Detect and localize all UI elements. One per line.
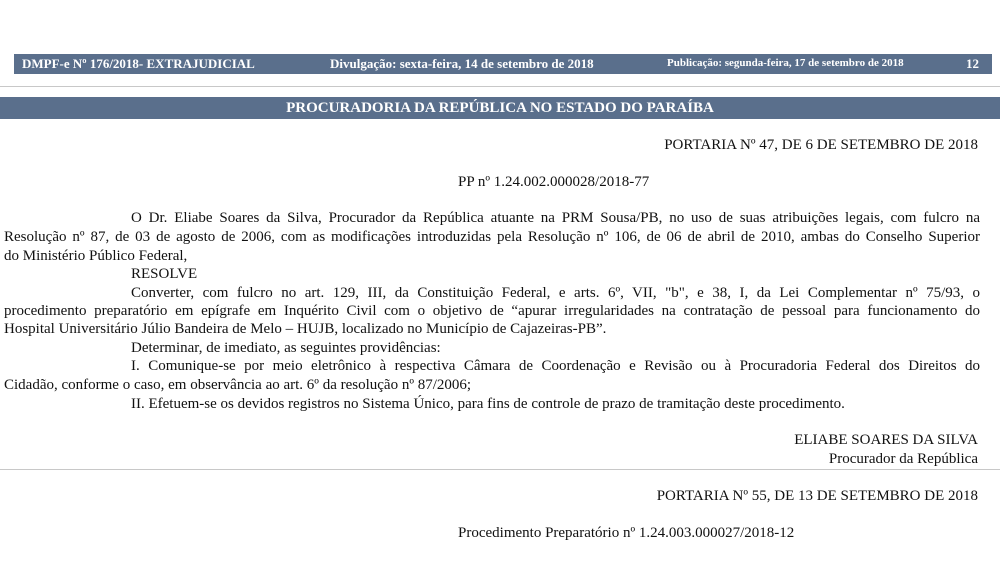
portaria-title: PORTARIA Nº 55, DE 13 DE SETEMBRO DE 2018	[656, 488, 978, 504]
paragraph-line: Cidadão, conforme o caso, em observância ao art. 6º da resolução nº 87/2006;	[4, 377, 472, 393]
divider	[0, 86, 1000, 87]
signer-name: ELIABE SOARES DA SILVA	[794, 432, 978, 448]
paragraph-line: II. Efetuem-se os devidos registros no Sistema Único, para fins de controle de prazo de tramitação deste procedimento.	[131, 396, 845, 412]
divulgacao-date: Divulgação: sexta-feira, 14 de setembro de 2018	[330, 56, 594, 71]
paragraph-line: I. Comunique-se por meio eletrônico à respectiva Câmara de Coordenação e Revisão ou à Procuradoria Federal dos Direitos do	[131, 358, 980, 374]
section-heading: PROCURADORIA DA REPÚBLICA NO ESTADO DO PARAÍBA	[0, 97, 1000, 119]
edition-label: DMPF-e Nº 176/2018- EXTRAJUDICIAL	[22, 56, 255, 71]
paragraph-line: Determinar, de imediato, as seguintes providências:	[131, 340, 441, 356]
publicacao-date: Publicação: segunda-feira, 17 de setembro de 2018	[667, 57, 904, 69]
paragraph-line: do Ministério Público Federal,	[4, 248, 188, 264]
paragraph-line: Converter, com fulcro no art. 129, III, da Constituição Federal, e arts. 6º, VII, "b", e 38, I, da Lei Complementar nº 75/93, o	[131, 285, 980, 301]
paragraph-line: Hospital Universitário Júlio Bandeira de Melo – HUJB, localizado no Município de Cajazeiras-PB”.	[4, 321, 607, 337]
signer-role: Procurador da República	[828, 451, 978, 467]
divider	[0, 469, 1000, 470]
paragraph-line: Resolução nº 87, de 03 de agosto de 2006, com as modificações introduzidas pela Resolução nº 106, de 06 de abril de 2010, ambas do Conselho Superior	[4, 229, 980, 245]
paragraph-line: procedimento preparatório em epígrafe em Inquérito Civil com o objetivo de “apurar irregularidades na contratação de pessoal para funcionamento do	[4, 303, 980, 319]
page-number: 12	[966, 56, 979, 71]
journal-header-bar	[14, 54, 992, 74]
paragraph-line: O Dr. Eliabe Soares da Silva, Procurador da República atuante na PRM Sousa/PB, no uso de suas atribuições legais, com fulcro na	[131, 210, 980, 226]
pp-number: PP nº 1.24.002.000028/2018-77	[458, 174, 650, 190]
resolve-heading: RESOLVE	[131, 266, 198, 282]
pp-number: Procedimento Preparatório nº 1.24.003.000027/2018-12	[458, 525, 795, 541]
portaria-title: PORTARIA Nº 47, DE 6 DE SETEMBRO DE 2018	[664, 137, 978, 153]
